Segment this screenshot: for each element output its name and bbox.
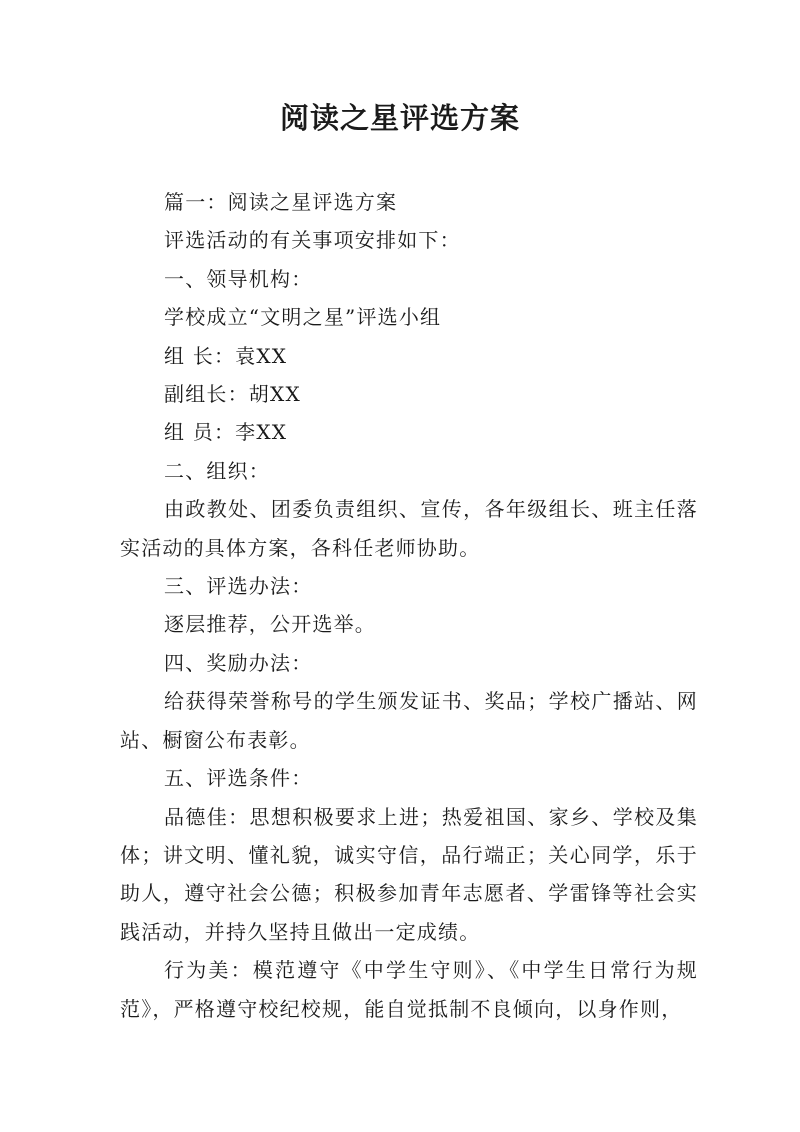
document-body <box>120 183 698 1028</box>
paragraph-leader: 组 长：袁XX <box>164 343 288 368</box>
paragraph-organization: 由政教处、团委负责组织、宣传，各年级组长、班主任落实活动的具体方案，各科任老师协助。 <box>120 497 698 560</box>
paragraph-section-heading: 篇一：阅读之星评选方案 <box>164 190 398 214</box>
paragraph-reward-heading: 四、奖励办法： <box>164 650 313 675</box>
paragraph-intro: 评选活动的有关事项安排如下： <box>164 228 461 253</box>
paragraph-method-heading: 三、评选办法： <box>164 574 313 599</box>
paragraph-method: 逐层推荐，公开选举。 <box>164 612 376 637</box>
paragraph-deputy-leader: 副组长：胡XX <box>164 382 301 407</box>
paragraph-member: 组 员：李XX <box>164 420 288 445</box>
paragraph-criteria-behavior: 行为美：模范遵守《中学生守则》、《中学生日常行为规范》，严格遵守校纪校规，能自觉抵制不良倾向，以身作则， <box>120 958 698 1021</box>
paragraph-criteria-heading: 五、评选条件： <box>164 766 313 791</box>
paragraph-committee: 学校成立“文明之星”评选小组 <box>164 305 442 330</box>
paragraph-reward: 给获得荣誉称号的学生颁发证书、奖品；学校广播站、网站、橱窗公布表彰。 <box>120 689 698 752</box>
paragraph-organization-heading: 二、组织： <box>164 458 270 483</box>
paragraph-leadership-heading: 一、领导机构： <box>164 266 313 291</box>
document-title: 阅读之星评选方案 <box>279 101 520 135</box>
paragraph-criteria-morality: 品德佳：思想积极要求上进；热爱祖国、家乡、学校及集体；讲文明、懂礼貌，诚实守信，品行端正；关心同学，乐于助人，遵守社会公德；积极参加青年志愿者、学雷锋等社会实践活动，并持久坚持且做出一定成绩。 <box>120 804 698 944</box>
